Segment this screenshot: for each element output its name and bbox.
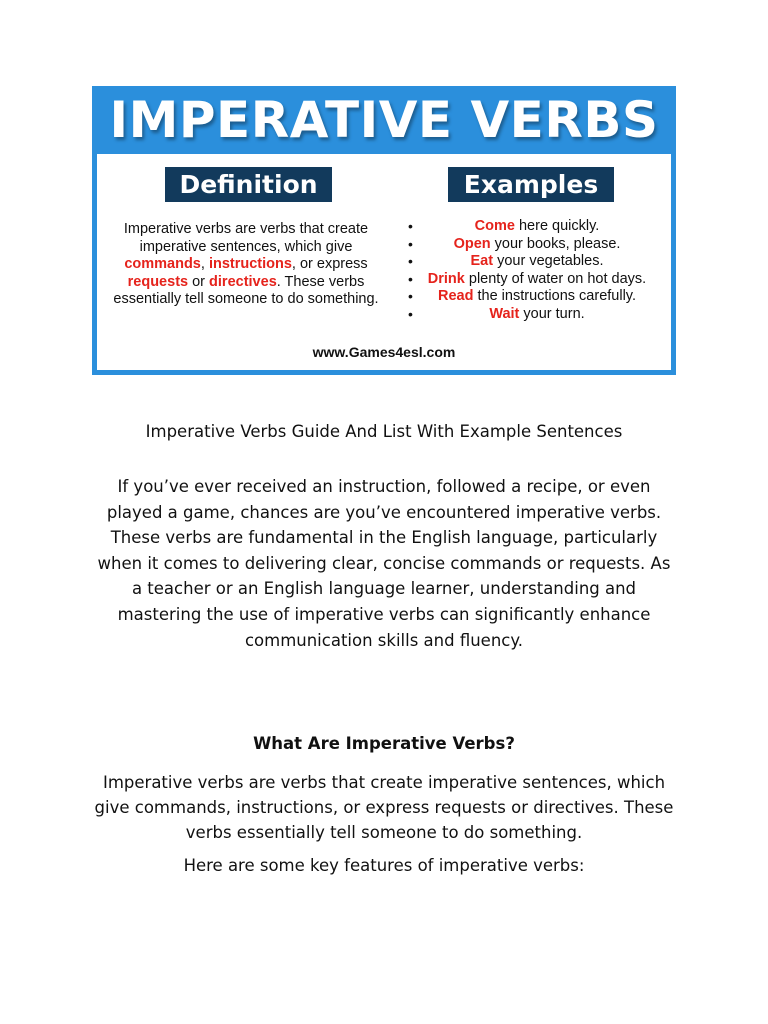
example-item [402,271,672,289]
example-item [402,218,672,236]
example-item [402,288,672,306]
bullet-icon: • [408,270,413,287]
example-item [402,253,672,271]
example-item [402,236,672,254]
section-paragraph: Imperative verbs are verbs that create imperative sentences, which give commands, instructions, or express requests or directives. These verbs essentially tell someone to do something. [94,773,674,842]
example-verb: Come [474,218,515,234]
bullet-icon: • [408,288,413,305]
intro-paragraph: If you’ve ever received an instruction, followed a recipe, or even played a game, chances are you’ve encountered imperative verbs. These verbs are fundamental in the English language, particularly when it comes to delivering clear, concise commands or requests. As a teacher or an English language learner, understanding and mastering the use of imperative verbs can significantly enhance communication skills and fluency. [97,477,671,650]
highlight-directives: directives [209,273,277,290]
document-title: Imperative Verbs Guide And List With Example Sentences [145,422,623,441]
features-intro: Here are some key features of imperative verbs: [183,856,585,875]
website-url: www.Games4esl.com [312,344,456,360]
definition-part: , [200,256,209,273]
example-rest: plenty of water on hot days. [464,270,647,287]
example-rest: your vegetables. [493,253,604,270]
bullet-icon: • [408,235,413,252]
definition-part: Imperative verbs are verbs that create imperative sentences, which give [123,221,369,255]
highlight-requests: requests [127,273,189,290]
section-heading: What Are Imperative Verbs? [253,734,515,753]
example-rest: your books, please. [490,235,621,252]
bullet-icon: • [408,305,413,322]
example-rest: here quickly. [514,218,600,234]
infographic-banner [92,86,676,375]
definition-part: . These verbs essentially tell someone to do something. [113,273,379,308]
banner-panel [97,154,671,370]
examples-heading: Examples [448,167,614,202]
examples-list [402,218,672,324]
example-verb: Drink [427,270,465,287]
bullet-icon: • [408,253,413,270]
example-verb: Eat [470,253,494,270]
definition-heading: Definition [165,167,332,202]
definition-part: , or express [291,256,368,273]
definition-text [111,221,381,309]
example-item [402,306,672,324]
highlight-commands: commands [124,256,201,273]
example-rest: the instructions carefully. [473,288,636,305]
example-verb: Open [453,235,491,252]
example-verb: Wait [489,305,520,322]
definition-part: or [188,273,210,290]
banner-title: IMPERATIVE VERBS [109,91,659,149]
highlight-instructions: instructions [208,256,292,273]
example-verb: Read [438,288,474,305]
example-rest: your turn. [519,305,585,322]
bullet-icon: • [408,218,413,234]
